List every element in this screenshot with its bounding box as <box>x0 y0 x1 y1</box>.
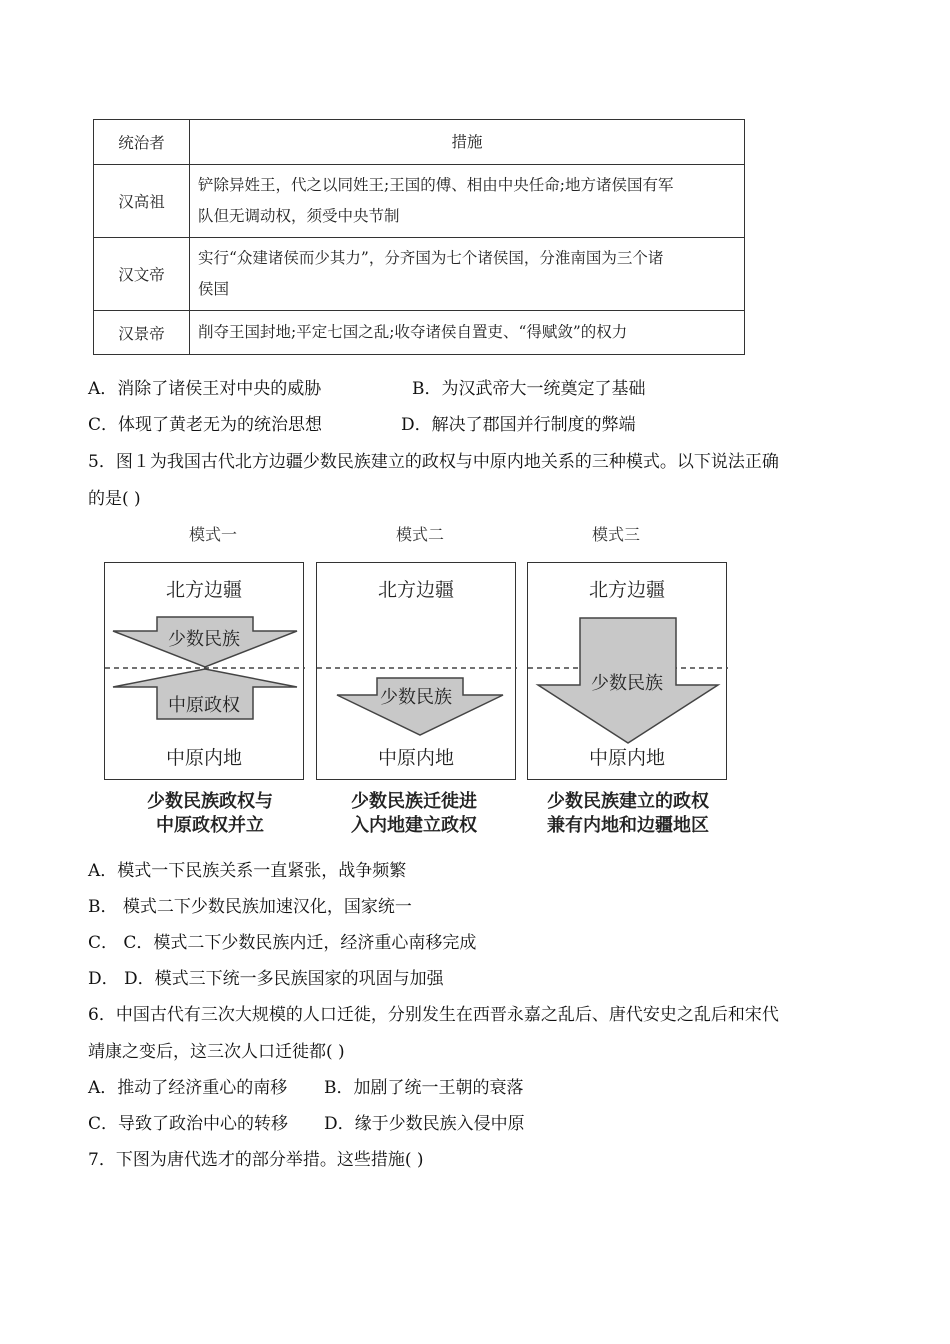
mode-1-title: 模式一 <box>188 525 237 544</box>
central-plains-label: 中原内地 <box>165 747 242 769</box>
measure-cell <box>190 165 745 238</box>
caption-line: 中原政权并立 <box>156 815 264 836</box>
q5-option-a: A．模式一下民族关系一直紧张，战争频繁 <box>88 861 407 881</box>
question-7-stem: 7．下图为唐代选才的部分举措。这些措施( ) <box>88 1150 424 1170</box>
table-header-row <box>94 120 745 165</box>
ruler-cell: 汉文帝 <box>94 238 190 311</box>
caption-line: 兼有内地和边疆地区 <box>547 815 709 836</box>
option-b: B．为汉武帝大一统奠定了基础 <box>412 379 646 399</box>
north-frontier-label: 北方边疆 <box>165 579 242 601</box>
measure-cell <box>190 238 745 311</box>
measure-line: 铲除异姓王，代之以同姓王;王国的傅、相由中央任命;地方诸侯国有军 <box>198 176 674 194</box>
q6-option-d: D．缘于少数民族入侵中原 <box>324 1114 525 1134</box>
q5-option-b: B． 模式二下少数民族加速汉化，国家统一 <box>88 897 412 917</box>
caption-line: 入内地建立政权 <box>351 815 477 836</box>
option-a: A．消除了诸侯王对中央的威胁 <box>88 379 322 399</box>
question-5-stem-cont: 的是( ) <box>88 489 141 509</box>
minority-arrow-label: 少数民族 <box>591 673 663 694</box>
table-row <box>94 165 745 238</box>
measure-line: 削夺王国封地;平定七国之乱;收夺诸侯自置吏、“得赋敛”的权力 <box>198 323 628 341</box>
table-row <box>94 238 745 311</box>
central-regime-arrow-label: 中原政权 <box>168 695 240 716</box>
header-measure: 措施 <box>190 120 745 165</box>
central-plains-label: 中原内地 <box>588 747 665 769</box>
north-frontier-label: 北方边疆 <box>588 579 665 601</box>
mode-2-panel <box>316 562 516 780</box>
q6-option-b: B．加剧了统一王朝的衰落 <box>324 1078 524 1098</box>
caption-line: 少数民族政权与 <box>147 791 273 812</box>
measure-cell <box>190 311 745 355</box>
ruler-cell: 汉景帝 <box>94 311 190 355</box>
option-d: D．解决了郡国并行制度的弊端 <box>401 415 636 435</box>
mode-3-title: 模式三 <box>591 525 640 544</box>
central-plains-label: 中原内地 <box>377 747 454 769</box>
rulers-measures-table <box>93 119 745 355</box>
mode-1-panel <box>104 562 304 780</box>
table-row <box>94 311 745 355</box>
north-frontier-label: 北方边疆 <box>377 579 454 601</box>
measure-line: 侯国 <box>198 280 230 298</box>
q5-option-d: D． D．模式三下统一多民族国家的巩固与加强 <box>88 969 444 989</box>
question-6-stem: 6．中国古代有三次大规模的人口迁徙，分别发生在西晋永嘉之乱后、唐代安史之乱后和宋代 <box>88 1005 779 1025</box>
question-5-stem: 5．图１为我国古代北方边疆少数民族建立的政权与中原内地关系的三种模式。以下说法正确 <box>88 452 779 472</box>
mode-3-caption <box>518 790 738 838</box>
minority-arrow-label: 少数民族 <box>380 687 452 708</box>
mode-1-caption <box>105 790 315 838</box>
mode-2-caption <box>309 790 519 838</box>
header-ruler: 统治者 <box>94 120 190 165</box>
ruler-cell: 汉高祖 <box>94 165 190 238</box>
q6-option-c: C．导致了政治中心的转移 <box>88 1114 289 1134</box>
caption-line: 少数民族迁徙进 <box>351 791 477 812</box>
measure-line: 队但无调动权，须受中央节制 <box>198 207 400 225</box>
mode-2-title: 模式二 <box>395 525 444 544</box>
minority-arrow-label: 少数民族 <box>168 629 240 650</box>
question-6-stem-cont: 靖康之变后，这三次人口迁徙都( ) <box>88 1042 345 1062</box>
caption-line: 少数民族建立的政权 <box>547 791 709 812</box>
mode-3-panel <box>527 562 727 780</box>
measure-line: 实行“众建诸侯而少其力”，分齐国为七个诸侯国，分淮南国为三个诸 <box>198 249 664 267</box>
q5-option-c: C． C．模式二下少数民族内迁，经济重心南移完成 <box>88 933 477 953</box>
q6-option-a: A．推动了经济重心的南移 <box>88 1078 288 1098</box>
option-c: C．体现了黄老无为的统治思想 <box>88 415 323 435</box>
